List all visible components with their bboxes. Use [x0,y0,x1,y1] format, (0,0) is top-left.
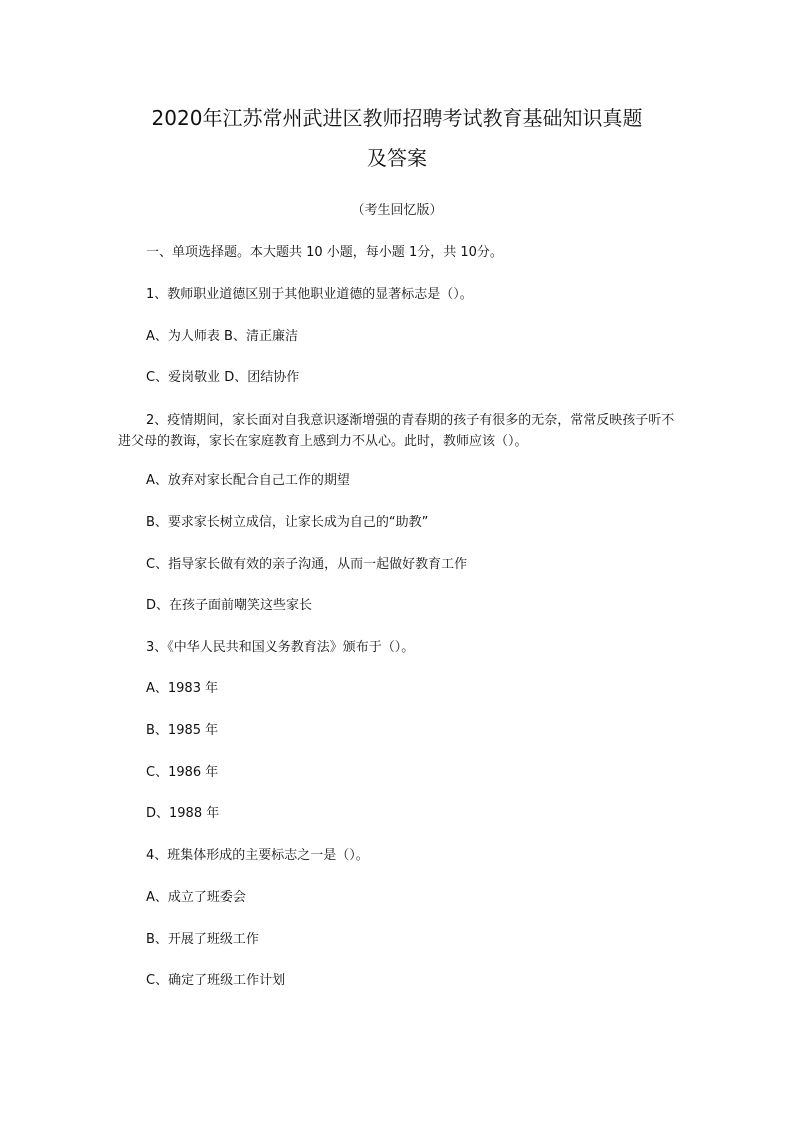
question-3-option-c: C、1986 年 [146,765,219,780]
question-3-option-b: B、1985 年 [146,723,219,738]
question-4-stem: 4、班集体形成的主要标志之一是（）。 [146,848,369,863]
question-1-stem: 1、教师职业道德区别于其他职业道德的显著标志是（）。 [146,287,473,302]
question-2-stem: 2、疫情期间，家长面对自我意识逐渐增强的青春期的孩子有很多的无奈，常常反映孩子听不进父母的教诲，家长在家庭教育上感到力不从心。此时，教师应该（）。 [118,413,675,449]
question-2-option-a: A、放弃对家长配合自己工作的期望 [146,473,350,488]
question-3-stem: 3、《中华人民共和国义务教育法》颁布于（）。 [146,640,415,655]
document-title-line2: 及答案 [367,146,427,170]
question-3-option-d: D、1988 年 [146,806,220,821]
question-1-options-ab: A、为人师表 B、清正廉洁 [146,329,298,344]
question-4-option-c: C、确定了班级工作计划 [146,973,286,988]
question-2-option-c: C、指导家长做有效的亲子沟通，从而一起做好教育工作 [146,557,468,572]
question-2-option-d: D、在孩子面前嘲笑这些家长 [146,598,313,613]
question-4-option-b: B、开展了班级工作 [146,932,259,947]
document-title-line1: 2020年江苏常州武进区教师招聘考试教育基础知识真题 [151,106,643,130]
document-subtitle: （考生回忆版） [351,203,443,218]
section-heading: 一、单项选择题。本大题共 10 小题，每小题 1分，共 10分。 [146,245,503,260]
question-1-options-cd: C、爱岗敬业 D、团结协作 [146,370,300,385]
question-2-option-b: B、要求家长树立成信，让家长成为自己的“助教” [146,515,429,530]
question-4-option-a: A、成立了班委会 [146,890,246,905]
question-3-option-a: A、1983 年 [146,681,219,696]
